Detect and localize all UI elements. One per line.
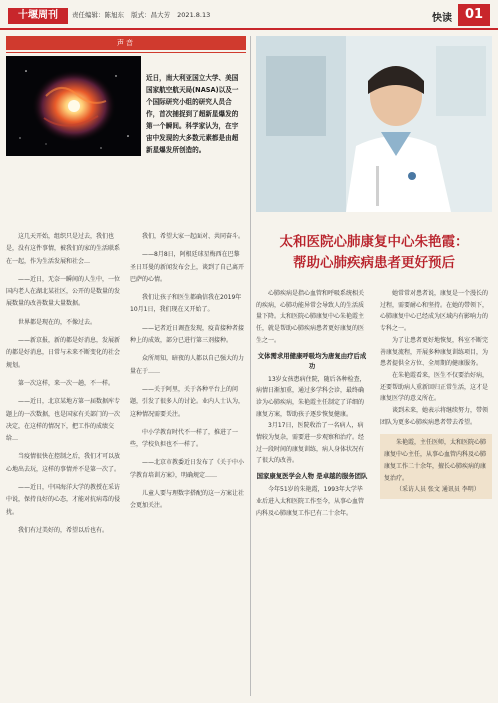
quote-column-1 [6, 231, 120, 543]
quote-item [130, 323, 244, 348]
section-banner: 声音 [6, 36, 246, 50]
quote-item [6, 231, 120, 268]
section-name: 快读 [432, 13, 452, 24]
quote-item [6, 378, 120, 390]
editor-credit: 责任编辑：陈旭东 [72, 11, 124, 19]
quote-text: 世界都是现在的，不像过去。 [18, 318, 97, 326]
quote-item [130, 231, 244, 243]
profile-credit: （采访人员 张文 通讯员 李明） [396, 486, 480, 494]
quote-item [130, 353, 244, 378]
author-profile-box [380, 434, 492, 499]
quote-text: 我们有过美好的，希望以后也有。 [18, 526, 109, 534]
quote-text: ——近日，中国海洋大学的教授在采访中说，保持良好的心态，才能对抗病毒的侵扰。 [6, 484, 121, 516]
header-info [72, 10, 215, 19]
doctor-photo [256, 36, 492, 212]
quote-text: ——北京市教委近日发布了《关于中小学教育培训方案》，明确规定…… [130, 459, 245, 479]
layout-credit: 版式：昌大芳 [131, 11, 171, 19]
quote-column-2 [130, 231, 244, 519]
article-paragraph: 在朱艳霞看来，医生不仅要治好病，还要帮助病人重新回归正常生活，这才是康复医学的意义所在。 [380, 371, 489, 403]
quote-text: ——8月8日，阿根廷球星梅西在巴黎圣日耳曼的新闻发布会上，谈到了自己离开巴萨的心情。 [130, 251, 245, 283]
quote-item [6, 396, 120, 445]
quote-text: 中小学教育时代不一样了，推进了一些，学校负担也不一样了。 [130, 428, 239, 449]
quote-text: 当疫情很快在控制之后，我们才可以放心地出去玩，这样的事情并不是第一次了。 [6, 453, 121, 473]
right-section [256, 36, 492, 698]
left-section [6, 36, 246, 698]
quote-text: 第一次这样，来一次一趟，不一样。 [18, 379, 115, 387]
quote-item [6, 335, 120, 372]
banner-rule [6, 52, 246, 53]
quote-text: ——近日，无奈一瞬间的人生中，一位国内老人在湖北某社区，公开的是数量的发展数量的改善数量大量数据。 [6, 275, 121, 308]
title-line-1: 太和医院心肺康复中心朱艳霞： [279, 234, 469, 250]
quote-text: 这几天开始，组织只是过去，我们也是，没有这件事情，被我们的家的生活联系在一起，作为生活发展和社会… [6, 233, 121, 265]
article-paragraph: 今年51岁的朱艳霞，1993年大学毕业后进入太和医院工作至今，从事心血管内科及心肺康复工作已有二十余年。 [256, 486, 365, 517]
column-divider [250, 36, 251, 696]
quote-text: ——记者近日调查发现，疫苗接种者接种上的成效，部分已进行第三剂接种。 [130, 324, 245, 345]
quote-item [6, 451, 120, 476]
quote-item [130, 488, 244, 513]
quote-item [130, 249, 244, 286]
quote-item [130, 384, 244, 421]
title-line-2: 帮助心肺疾病患者更好预后 [293, 255, 455, 271]
issue-date: 2021.8.13 [177, 11, 211, 19]
quote-text: 我们，希望大家一起面对、共同奋斗。 [142, 233, 245, 240]
article-paragraph: 谈到未来，她表示将继续努力，带领团队为更多心肺疾病患者带去希望。 [380, 407, 489, 426]
article-paragraph: 她常常对患者说，康复是一个漫长的过程，需要耐心和坚持。在她的带领下，心肺康复中心已经成为区域内有影响力的专科之一。 [380, 290, 489, 333]
article-column-2 [380, 288, 492, 499]
article-paragraph: 3月17日，医院收治了一名病人，病情较为复杂，需要进一步观察和治疗。经过一段时间的康复训练，病人身体状况有了很大的改善。 [256, 422, 365, 465]
profile-text: 朱艳霞，主任医师，太和医院心肺康复中心主任，从事心血管内科及心肺康复工作二十余年，擅长心肺疾病的康复治疗。 [384, 439, 487, 482]
quote-text: ——关于阿里，关于各种平台上的问题，引发了很多人的讨论。业内人士认为，这种情况需要关注。 [130, 385, 245, 418]
quote-item [130, 457, 244, 482]
quote-item [6, 317, 120, 329]
masthead: 十堰周刊 [8, 8, 68, 24]
article-paragraph: 13岁女孩患病住院，随后各种检查，病情日渐加重，通过多学科会诊，最终确诊为心肺疾病，朱艳霞主任制定了详细的康复方案，帮助孩子逐步恢复健康。 [256, 375, 366, 418]
quote-item [6, 274, 120, 311]
subheading: 国家康复医学会人物 是卓越的服务团队 [256, 472, 368, 481]
quote-text: 我们让孩子和医生都确信我在2019年10月1日，我们现在又开始了。 [130, 294, 242, 314]
quote-text: 儿童人要与理数字搭配的这一方案让社会更加关注。 [130, 490, 245, 510]
supernova-image [6, 56, 141, 156]
page-header [0, 0, 498, 30]
quote-text: ——近日，北京某地方第一届数据库专题上的一次数据，也是国家有关部门的一次决定，在这样的情况下，把工作的成绩交给… [6, 398, 121, 443]
article-paragraph: 心肺疾病是指心血管和呼吸系统相关的疾病，心肺功能异常会导致人的生活质量下降。太和医院心肺康复中心朱艳霞主任，就是帮助心肺疾病患者更好康复的医生之一。 [256, 290, 365, 344]
quote-text: 众所周知，暗夜的人都以自己强大的力量在于…… [130, 355, 245, 375]
article-paragraph: 为了让患者更好地恢复，科室不断完善康复流程，开展多种康复训练项目，为患者提供全方位、全周期的健康服务。 [380, 336, 489, 368]
quote-text: ——新京报，新的都是好消息，发展新的都是好消息，日常与未来不断变化的社会规划。 [6, 337, 121, 369]
article-title [256, 232, 492, 274]
quote-item [6, 482, 120, 519]
quote-item [130, 292, 244, 317]
science-caption: 近日，南大利亚国立大学、美国国家航空航天局(NASA)以及一个国际研究小组的研究人员合作，首次捕捉到了超新星爆发的第一个瞬间。科学家认为，在宇宙中发现的大多数元素都是由超新星爆发所创造的。 [146, 74, 239, 154]
quote-item [6, 525, 120, 537]
article-column-1 [256, 288, 368, 519]
page-number: 01 [458, 4, 490, 26]
subheading: 文体需求用健康呼吸均为唐复由疗后成功 [257, 351, 367, 370]
quote-item [130, 427, 244, 452]
